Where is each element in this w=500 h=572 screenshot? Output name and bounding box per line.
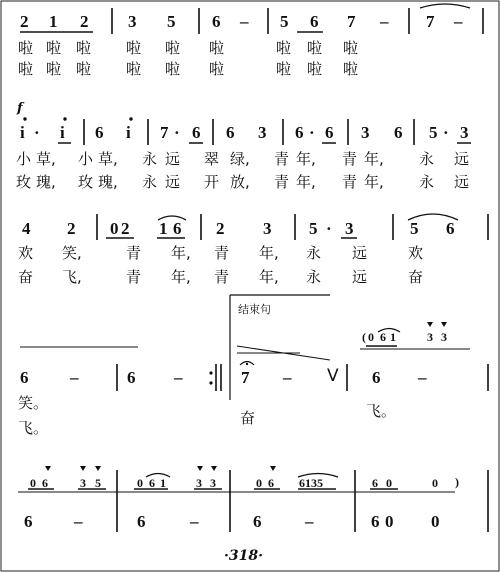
lyric: 小 (16, 150, 32, 168)
note: 7 (347, 12, 356, 31)
cue-note: 3 (196, 476, 202, 490)
lyric: 啦 (209, 60, 225, 78)
cue-paren: ( (362, 330, 366, 344)
note: i (60, 123, 65, 142)
note-dot: · (309, 123, 315, 142)
lyric: 远 (352, 244, 368, 262)
note: 6 (446, 219, 455, 238)
lyric: 远 (165, 173, 181, 191)
note: 2 (67, 219, 76, 238)
cue-paren: ) (455, 475, 459, 489)
octave-dot (63, 117, 66, 120)
note: 1 (49, 12, 58, 31)
note: 6 (173, 219, 182, 238)
lyric: 年, (171, 244, 191, 262)
lyric: 年, (364, 173, 384, 191)
note-dash: – (190, 512, 199, 531)
note: 7 (426, 12, 435, 31)
lyric: 远 (454, 150, 470, 168)
lyric: 放, (230, 173, 250, 191)
lyric: 奋 (408, 268, 424, 286)
lyric: 瑰, (98, 173, 118, 191)
cue-note: 3 (210, 476, 216, 490)
note-dash: – (454, 12, 463, 31)
note: 5 (429, 123, 438, 142)
note-dash: – (70, 368, 79, 387)
lyric: 飞, (62, 268, 82, 286)
octave-dot (209, 371, 212, 374)
cue-note: 6 (149, 476, 155, 490)
page-border (1, 1, 499, 571)
cue-note: 6 (268, 476, 274, 490)
lyric: 青 (214, 268, 230, 286)
note: 6 (24, 512, 33, 531)
note: 6 (253, 512, 262, 531)
note-dash: – (240, 12, 249, 31)
note-dash: – (74, 512, 83, 531)
note: 4 (22, 219, 31, 238)
lyric: 欢 (408, 244, 424, 262)
lyric: 开 (204, 173, 220, 191)
cue-note: 0 (432, 476, 438, 490)
page-number: ·318· (224, 548, 263, 564)
lyric: 啦 (126, 60, 142, 78)
note: i (126, 123, 131, 142)
lyric: 啦 (307, 60, 323, 78)
lyric: 永 (419, 173, 435, 191)
lyric: 青 (126, 244, 142, 262)
lyric: 小 (78, 150, 94, 168)
note: 6 (192, 123, 201, 142)
accent-mark (45, 466, 51, 471)
lyric: 啦 (209, 39, 225, 57)
lyric: 年, (296, 150, 316, 168)
note: 1 (159, 219, 168, 238)
lyric: 年, (259, 268, 279, 286)
lyric: 永 (306, 268, 322, 286)
lyric: 玫 (16, 173, 32, 191)
lyric: 玫 (78, 173, 94, 191)
lyric: 奋 (18, 268, 34, 286)
slur (420, 4, 470, 8)
lyric: 啦 (276, 60, 292, 78)
cue-note: 3 (441, 330, 447, 344)
accent-mark (80, 466, 86, 471)
lyric: 青 (342, 150, 358, 168)
lyric: 啦 (76, 39, 92, 57)
note: i (20, 123, 25, 142)
accent-mark (211, 466, 217, 471)
score-marks (1, 1, 499, 571)
lyric: 远 (165, 150, 181, 168)
cue-note: 6 (372, 476, 378, 490)
lyric: 啦 (165, 60, 181, 78)
note: 6 (372, 368, 381, 387)
note: 2 (20, 12, 29, 31)
lyric: 啦 (276, 39, 292, 57)
cue-note: 1 (160, 476, 166, 490)
lyric: 绿, (230, 150, 250, 168)
note: 3 (460, 123, 469, 142)
lyric: 啦 (76, 60, 92, 78)
note-dot: · (443, 123, 449, 142)
lyric: 啦 (46, 60, 62, 78)
note: 6 (95, 123, 104, 142)
lyric: 青 (342, 173, 358, 191)
accent-mark (427, 322, 433, 327)
note: 2 (80, 12, 89, 31)
note-dash: – (418, 368, 427, 387)
octave-dot (209, 381, 212, 384)
lyric: 年, (364, 150, 384, 168)
lyric: 啦 (126, 39, 142, 57)
lyric: 青 (126, 268, 142, 286)
note: 3 (361, 123, 370, 142)
cue-note: 5 (95, 476, 101, 490)
octave-dot (23, 117, 26, 120)
octave-dot (246, 363, 248, 365)
note: 0 (431, 512, 440, 531)
note: 6 (394, 123, 403, 142)
note-dot: · (174, 123, 180, 142)
note: 6 (20, 368, 29, 387)
accent-mark (270, 466, 276, 471)
lyric: 啦 (18, 60, 34, 78)
lyric: 笑。 (18, 394, 49, 412)
note: 6 (295, 123, 304, 142)
note-dash: – (380, 12, 389, 31)
note: 6 (226, 123, 235, 142)
cue-note: 0 (368, 330, 374, 344)
cue-note: 6 (380, 330, 386, 344)
note: 5 (280, 12, 289, 31)
lyric: 年, (171, 268, 191, 286)
note: 2 (121, 219, 130, 238)
lyric: 啦 (165, 39, 181, 57)
lyric: 永 (142, 173, 158, 191)
lyric: 草, (36, 150, 56, 168)
lyric: 青 (274, 150, 290, 168)
note: 3 (345, 219, 354, 238)
cue-note: 3 (80, 476, 86, 490)
note: 5 (167, 12, 176, 31)
lyric: 年, (259, 244, 279, 262)
lyric: 笑, (62, 244, 82, 262)
cue-note: 6 (42, 476, 48, 490)
note: 0 (110, 219, 119, 238)
note-dot: · (326, 219, 332, 238)
note: 6 (325, 123, 334, 142)
lyric: 啦 (343, 39, 359, 57)
lyric: 年, (296, 173, 316, 191)
lyric: 瑰, (36, 173, 56, 191)
ending-label: 结束句 (238, 303, 271, 316)
lyric: 翠 (204, 150, 220, 168)
cue-note: 3 (427, 330, 433, 344)
note: 7 (160, 123, 169, 142)
cue-note: 6135 (299, 476, 323, 490)
lyric: 远 (352, 268, 368, 286)
note-dash: – (283, 368, 292, 387)
note: 3 (263, 219, 272, 238)
lyric: 青 (214, 244, 230, 262)
lyric: 草, (98, 150, 118, 168)
lyric: 啦 (46, 39, 62, 57)
octave-dot (129, 117, 132, 120)
note: 6 (137, 512, 146, 531)
note-dash: – (174, 368, 183, 387)
lyric: 永 (306, 244, 322, 262)
note: 2 (216, 219, 225, 238)
lyric: 飞。 (366, 402, 397, 420)
accent-mark (197, 466, 203, 471)
lyric: 永 (142, 150, 158, 168)
note-dot: · (34, 123, 40, 142)
note: 5 (309, 219, 318, 238)
cue-note: 0 (386, 476, 392, 490)
lyric: 啦 (18, 39, 34, 57)
note-dash: – (305, 512, 314, 531)
cue-note: 0 (30, 476, 36, 490)
breath-mark: V (327, 366, 339, 386)
accent-mark (441, 322, 447, 327)
dynamic-marking: f (17, 101, 23, 116)
note: 3 (128, 12, 137, 31)
cue-note: 0 (137, 476, 143, 490)
note: 6 (310, 12, 319, 31)
note: 3 (258, 123, 267, 142)
note: 7 (241, 368, 250, 387)
accent-mark (95, 466, 101, 471)
lyric: 远 (454, 173, 470, 191)
cue-note: 1 (390, 330, 396, 344)
note: 6 (127, 368, 136, 387)
lyric: 奋 (240, 409, 256, 427)
note: 5 (410, 219, 419, 238)
note: 0 (385, 512, 394, 531)
lyric: 永 (419, 150, 435, 168)
lyric: 欢 (18, 244, 34, 262)
lyric: 啦 (307, 39, 323, 57)
note: 6 (212, 12, 221, 31)
lyric: 啦 (343, 60, 359, 78)
cue-note: 0 (256, 476, 262, 490)
note: 6 (371, 512, 380, 531)
lyric: 飞。 (18, 419, 49, 437)
lyric: 青 (274, 173, 290, 191)
